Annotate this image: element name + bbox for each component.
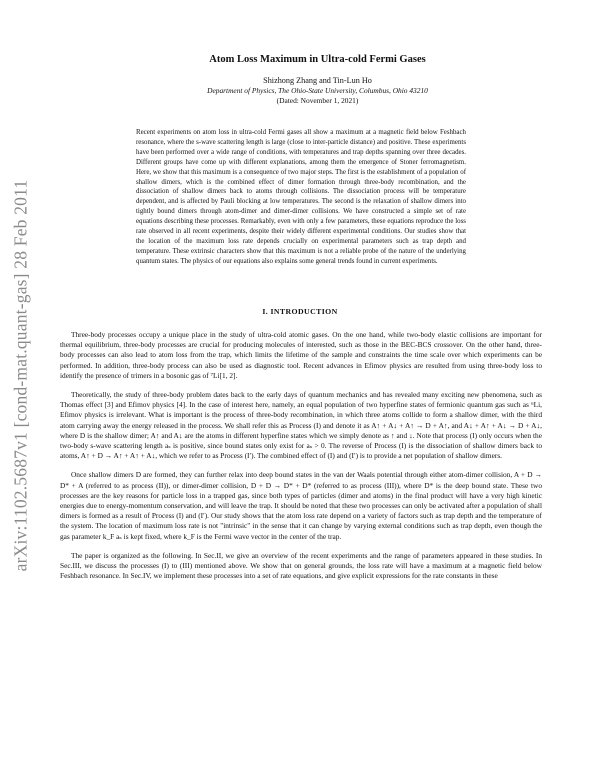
body-paragraph: The paper is organized as the following. In Sec.II, we give an overview of the recent experiments and the range of parameters appeared in these studies. In Sec.III, we discuss the processes (I) to (III) mentioned above. We show that on general grounds, the loss rate will have a maximum at a magnetic field below Feshbach resonance. In Sec.IV, we implement these processes into a set of rate equations, and give explicit expressions for the rate constants in these: [60, 550, 542, 581]
body-paragraph: Theoretically, the study of three-body problem dates back to the early days of quantum mechanics and has revealed many exciting new phenomena, such as Thomas effect [3] and Efimov physics [4]. In the case of interest here, namely, an equal population of two hyperfine states of fermionic quantum gas such as ⁶Li, Efimov physics is irrelevant. What is important is the process of three-body recombination, in which three atoms collide to form a shallow dimer, with the third atom carrying away the energy released in the process. We shall refer this as Process (I) and denote it as A↑ + A↓ + A↑ → D + A↑, and A↓ + A↑ + A↓ → D + A↓, where D is the shallow dimer; A↑ and A↓ are the atoms in different hyperfine states which we simply denote as ↑ and ↓. Note that process (I) only occurs when the two-body s-wave scattering length aₛ is positive, since bound states only exist for aₛ > 0. The reverse of Process (I) is the dissociation of shallow dimers back to atoms, A↑ + D → A↑ + A↑ + A↓, which we refer to as Process (I′). The combined effect of (I) and (I′) is to provide a net population of shallow dimers.: [60, 390, 542, 461]
paper-abstract: Recent experiments on atom loss in ultra-cold Fermi gases all show a maximum at a magnetic field below Feshbach resonance, where the s-wave scattering length is large (close to inter-particle distance) and positive. These experiments have been performed over a wide range of conditions, with temperatures and trap depths spanning over three decades. Different groups have come up with different explanations, among them the emergence of Stoner ferromagnetism. Here, we show that this maximum is a consequence of two major steps. The first is the establishment of a population of shallow dimers, which is the combined effect of dimer formation through three-body recombination, and the dissociation of shallow dimers back to atoms through collisions. The dissociation process will be temperature dependent, and is affected by Pauli blocking at low temperatures. The second is the relaxation of shallow dimers into tightly bound dimers through atom-dimer and dimer-dimer collisions. We have constructed a simple set of rate equations describing these processes. Remarkably, even with only a few parameters, these equations reproduce the loss rate observed in all recent experiments, despite their widely different experimental conditions. Our studies show that the location of the maximum loss rate depends crucially on experimental parameters such as trap depth and temperature. These extrinsic characters show that this maximum is not a reliable probe of the nature of the underlying quantum states. The physics of our equations also explains some general trends found in current experiments.: [136, 129, 466, 265]
arxiv-identifier[interactable]: arXiv:1102.5687v1 [cond-mat.quant-gas] 28 Feb 2011: [10, 179, 31, 571]
body-paragraph: Three-body processes occupy a unique place in the study of ultra-cold atomic gases. On the one hand, while two-body elastic collisions are important for thermal equilibrium, three-body processes are crucial for producing molecules of interested, such as those in the BEC-BCS crossover. On the other hand, three-body processes can also lead to atom loss from the trap, which limits the lifetime of the sample and constraints the time scale over which experiments can be performed. In addition, three-body process can also be used as diagnostic tool. Recent advances in Efimov physics are resulted from using three-body loss to identify the presence of trimers in a bosonic gas of ⁷Li[1, 2].: [60, 330, 542, 380]
paper-affiliation: Department of Physics, The Ohio-State University, Columbus, Ohio 43210: [207, 86, 428, 95]
section-heading-introduction: I. INTRODUCTION: [262, 307, 338, 316]
arxiv-watermark: [8, 30, 34, 720]
paper-date: (Dated: November 1, 2021): [276, 96, 359, 105]
paper-title: Atom Loss Maximum in Ultra-cold Fermi Gases: [209, 54, 426, 65]
paper-authors: Shizhong Zhang and Tin-Lun Ho: [263, 76, 372, 85]
body-paragraph: Once shallow dimers D are formed, they can further relax into deep bound states in the van der Waals potential through either atom-dimer collision, A + D → D* + A (referred to as process (II)), or dimer-dimer collision, D + D → D* + D* (referred to as process (III)), where D* is the deep bound state. These two processes are the key reasons for particle loss in a trapped gas, since both types of particles (dimer and atoms) in the final product will have a very high kinetic energies due to energy-momentum conservation, and will leave the trap. It should be noted that these two processes can only be activated after a population of shall dimers is formed as a result of Process (I) and (I′). Our study shows that the atom loss rate depend on a variety of factors such as trap depth and the temperature of the system. The location of maximum loss rate is not "intrinsic" in the sense that it can change by varying external conditions such as trap depth, even though the gas parameter k_F aₛ is kept fixed, where k_F is the Fermi wave vector in the center of the trap.: [60, 470, 542, 541]
paper-header: [90, 53, 545, 106]
introduction-body: [60, 330, 542, 590]
